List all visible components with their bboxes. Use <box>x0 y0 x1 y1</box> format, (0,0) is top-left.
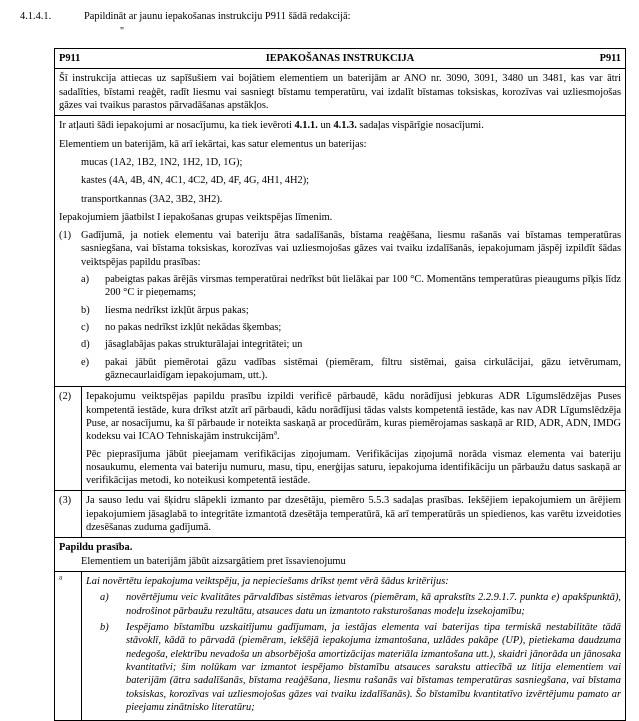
performance-level: Iepakojumiem jāatbilst I iepakošanas grupas veiktspējas līmenim. <box>59 211 333 223</box>
requirement-1e: e) pakai jābūt piemērotai gāzu vadības sistēmai (piemēram, filtru sistēmai, gaisa cirkulācijai, gāzu ietvērumam, gāznecaurlaidīgam iepakojumam, utt.). <box>81 356 621 381</box>
code-left: P911 <box>59 53 81 64</box>
amendment-text: Papildināt ar jaunu iepakošanas instrukciju P911 šādā redakcijā: <box>84 11 351 22</box>
additional-requirement <box>55 538 625 572</box>
code-right: P911 <box>599 53 621 64</box>
packing-instruction-table <box>54 48 626 721</box>
table-row: (3) Ja sauso ledu vai šķidru slāpekli izmanto par dzesētāju, piemēro 5.5.3 sadaļas prasības. Iekšējiem iepakojumiem un ārējiem iepakojumiem jāsaglabā to integritāte izmantotā dzesētāja temperatūrā, kā arī temperatūrās un spiedienos, kas varētu izveidoties dzesēšanas zuduma gadījumā. <box>55 491 625 537</box>
additional-text: Elementiem un baterijām jābūt aizsargātiem pret īssavienojumu <box>81 555 346 567</box>
drums-line: mucas (1A2, 1B2, 1N2, 1H2, 1D, 1G); <box>81 156 243 168</box>
footnote-item-b: b) Iespējamo bīstamību uzskaitījumu gadījumam, ja iestājas elementa vai baterijas tipa termiskā nestabilitāte tādā stāvoklī, kādā to pārvadā (piemēram, iekšējā iepakojuma izmantošana, uzlādes pakāpe (UP), pietiekama daudzuma nedegoša, elektrību nevadoša un absorbējoša amortizācijas materiāla izmantošana utt.), skaidri jānorāda un jānosaka kvantitatīvi; šim nolūkam var izmantot iespējamo bīstamību atsauces sarakstu attiecībā uz litija elementiem vai baterijām (ātra sadalīšanās, bīstama reaģēšana, liesmu rašanās vai bīstamas temperatūras sasniegšana, vai bīstama toksiskas, korozīvas vai uzliesmojošas gāzes vai tvaiku izdalīšanās). Šo bīstamību kvantitatīvo izvērtējumu pamato ar pieejamu zinātnisko literatūru; <box>100 621 621 713</box>
footnote-lead: Lai novērtētu iepakojuma veiktspēju, ja nepieciešams drīkst ņemt vērā šādus kritērijus: <box>86 576 449 587</box>
permitted-packagings: Ir atļauti šādi iepakojumi ar nosacījumu, ka tiek ievēroti 4.1.1. un 4.1.3. sadaļas vispārīgie nosacījumi. <box>59 120 484 132</box>
table-header <box>55 49 625 69</box>
requirement-1c: c) no pakas nedrīkst izkļūt nekādas šķembas; <box>81 322 282 333</box>
scope-text: Šī instrukcija attiecas uz sapīšušiem vai bojātiem elementiem un baterijām ar ANO nr. 3090, 3091, 3480 un 3481, kas var ātri sadalīties, bīstami reaģēt, radīt liesmu vai sasniegt bīstamu temperatūru, vai izdalīt bīstamas toksiskas, korozīvas vai uzliesmojošas gāzes vai tvaikus parastos pārvadāšanas apstākļos. <box>59 73 621 111</box>
footnote-section <box>55 572 625 720</box>
requirement-1d: d) jāsaglabājas pakas strukturālajai integritātei; un <box>81 339 303 351</box>
requirement-1a: a) pabeigtas pakas ārējās virsmas temperatūrai nedrīkst būt lielākai par 100 °C. Momentāns temperatūras pieaugums pīķis līdz 200 °C ir pieņemams; <box>81 274 621 299</box>
boxes-line: kastes (4A, 4B, 4N, 4C1, 4C2, 4D, 4F, 4G, 4H1, 4H2); <box>81 175 310 187</box>
requirement-1b: b) liesma nedrīkst izkļūt ārpus pakas; <box>81 304 249 316</box>
table-title: IEPAKOŠANAS INSTRUKCIJA <box>265 53 415 64</box>
requirements-grid <box>55 386 625 537</box>
footnote-mark: a <box>55 572 82 720</box>
requirement-1: (1) Gadījumā, ja notiek elementu vai bateriju ātra sadalīšanās, bīstama reaģēšana, liesmu rašanās vai bīstamas temperatūras sasniegšana, vai bīstama toksiskas, korozīvas vai uzliesmojošas gāzes vai tvaiku izdalīšanās, iepakojumam jāspēj izpildīt šādas veiktspējas papildu prasības: <box>59 230 621 268</box>
jerricans-line: transportkannas (3A2, 3B2, 3H2). <box>81 193 223 205</box>
verification-report: Pēc pieprasījuma jābūt pieejamam verifikācijas ziņojumam. Verifikācijas ziņojumā norāda vismaz elementa vai bateriju nosaukumu, elementa vai bateriju numuru, masu, tipu, enerģijas saturu, iepakojuma identifikāciju un pārbaužu datus saskaņā ar verifikācijas metodi, ko noteikusi kompetentā iestāde. <box>86 448 621 487</box>
scope-section <box>55 69 625 116</box>
footnote-item-a: a) novērtējumu veic kvalitātes pārvaldības sistēmas ietvaros (piemēram, kā aprakstīts 2.2.9.1.7. punkta e) apakšpunktā), nodrošinot pārbaužu rezultātu, atsauces datu un izmantoto raksturošanas modeļu izsekojamību; <box>100 592 621 617</box>
opening-quote: " <box>120 26 125 37</box>
additional-title: Papildu prasība. <box>59 542 133 554</box>
table-row: (2) Iepakojumu veiktspējas papildu prasību izpildi verificē pārbaudē, kādu norādījusi jebkuras ADR Līgumslēdzējas Puses kompetentā iestāde, kura drīkst atzīt arī pārbaudi, kādu norādījusi tādas valsts kompetentā iestāde, kas nav ADR Līgumslēdzēja Puse, ar nosacījumu, ka šī pārbaude ir noteikta saskaņā ar procedūrām, kuras piemērojamas saskaņā ar RID, ADR, ADN, IMDG kodeksu vai ICAO Tehniskajām instrukcijām$^a$. Pēc pieprasījuma jābūt pieejamam verifikācijas ziņojumam. Verifikācijas ziņojumā norāda vismaz elementa vai bateriju nosaukumu, elementa vai bateriju numuru, masu, tipu, enerģijas saturu, iepakojuma identifikāciju un pārbaužu datus saskaņā ar verifikācijas metodi, ko noteikusi kompetentā iestāde. <box>55 387 625 491</box>
amendment-intro <box>20 10 620 23</box>
coolant-text: Ja sauso ledu vai šķidru slāpekli izmanto par dzesētāju, piemēro 5.5.3 sadaļas prasības. Iekšējiem iepakojumiem un ārējiem iepakojumiem jāsaglabā to integritāte izmantotā dzesētāja temperatūrā, kā arī temperatūrās un spiedienos, kas varētu izveidoties dzesēšanas zuduma gadījumā. <box>86 495 621 534</box>
packaging-intro: Elementiem un baterijām, kā arī iekārtai, kas satur elementus un baterijas: <box>59 138 367 150</box>
verification-text: Iepakojumu veiktspējas papildu prasību izpildi verificē pārbaudē, kādu norādījusi jebkuras ADR Līgumslēdzējas Puses kompetentā iestāde, kura drīkst atzīt arī pārbaudi, kādu norādījusi tādas valsts kompetentā iestāde, kas nav ADR Līgumslēdzēja Puse, ar nosacījumu, ka šī pārbaude ir noteikta saskaņā ar procedūrām, kuras piemērojamas saskaņā ar RID, ADR, ADN, IMDG kodeksu vai ICAO Tehniskajām instrukcijām <box>86 391 621 443</box>
footnote-ref: a <box>273 428 277 437</box>
main-section <box>55 116 625 538</box>
amendment-number: 4.1.4.1. <box>20 11 52 22</box>
